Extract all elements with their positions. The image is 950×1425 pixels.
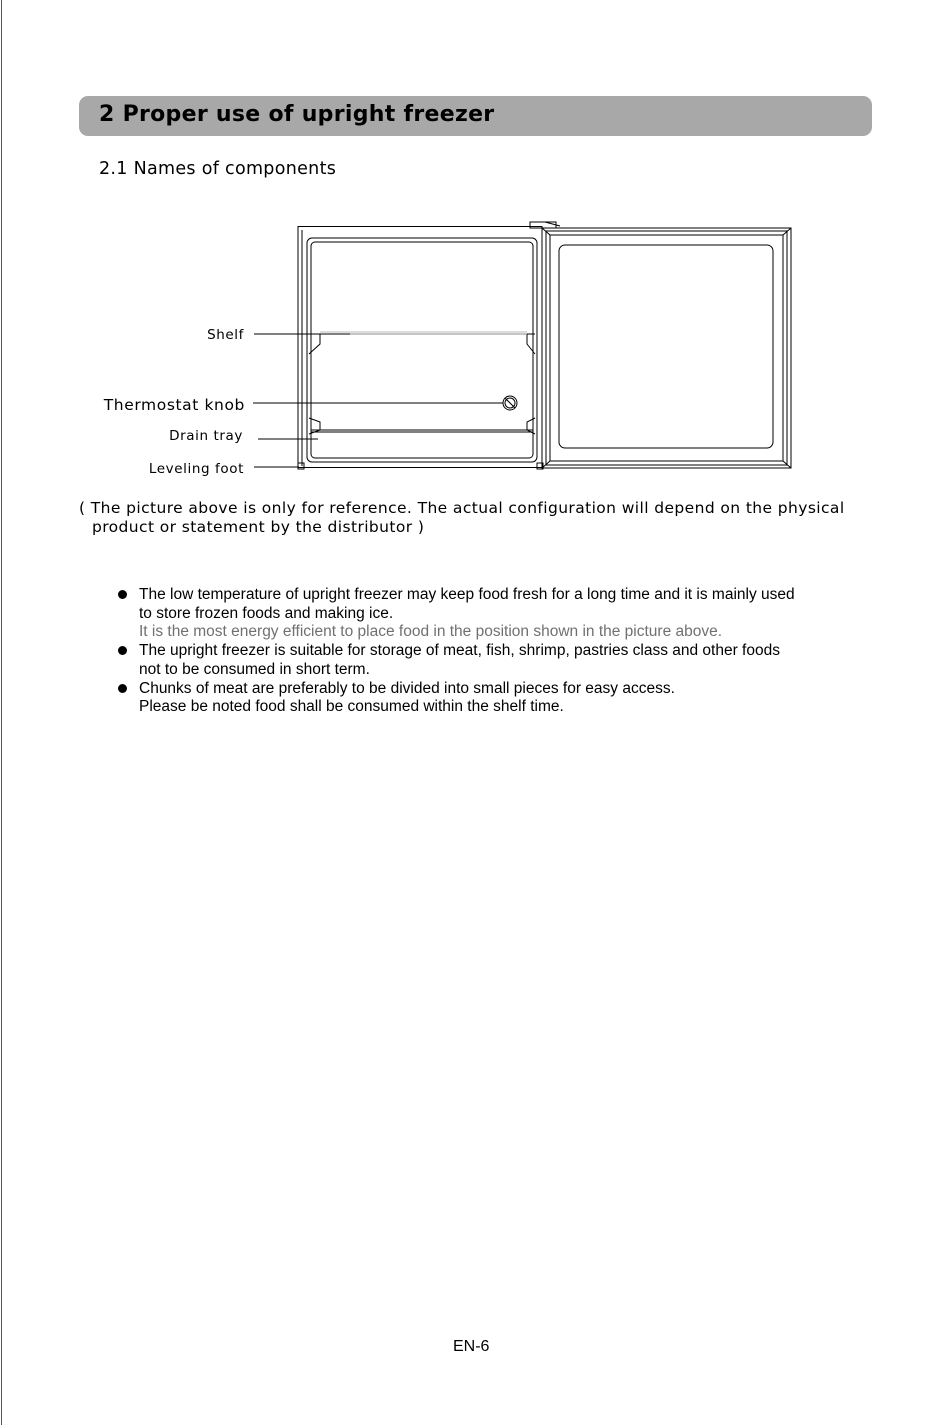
freezer-diagram: [0, 0, 950, 500]
leveling-foot-label: Leveling foot: [148, 461, 244, 477]
shelf-mark: [309, 332, 535, 354]
leveling-foot-left: [298, 463, 304, 469]
door-outline: [542, 228, 791, 468]
leveling-foot-right: [537, 463, 543, 469]
bullet-dot-icon: [118, 684, 127, 693]
thermostat-knob-mark: [503, 396, 517, 410]
bullet-dot-icon: [118, 590, 127, 599]
subsection-title: 2.1 Names of components: [99, 159, 337, 179]
drain-tray-mark: [309, 418, 535, 434]
section-header-bar: [79, 96, 872, 136]
cabinet-inner-liner: [307, 238, 537, 462]
bullet-text: Chunks of meat are preferably to be divided into small pieces for easy access.: [139, 679, 675, 697]
reference-note-line-2: product or statement by the distributor ): [92, 518, 425, 536]
bullet-dot-icon: [118, 646, 127, 655]
shelf-label: Shelf: [207, 327, 244, 343]
bullet-item: [118, 680, 878, 717]
thermostat-knob-label: Thermostat knob: [103, 396, 245, 414]
reference-note-line-1: ( The picture above is only for reference. The actual configuration will depend on the physical: [79, 499, 845, 517]
bullet-text: The low temperature of upright freezer may keep food fresh for a long time and it is mainly used: [139, 586, 795, 603]
section-title: 2 Proper use of upright freezer: [99, 102, 495, 127]
bullet-item: [118, 642, 878, 679]
bullet-text: to store frozen foods and making ice.: [139, 604, 394, 622]
binding-edge-line: [1, 0, 2, 1425]
page-number: EN-6: [453, 1338, 490, 1355]
top-hinge: [530, 222, 556, 228]
drain-tray-label: Drain tray: [169, 428, 243, 444]
bullet-text: not to be consumed in short term.: [139, 660, 370, 678]
bullet-text: Please be noted food shall be consumed within the shelf time.: [139, 698, 564, 716]
reference-note: [79, 499, 879, 537]
bullet-gray-note: It is the most energy efficient to place food in the position shown in the picture above.: [139, 623, 723, 641]
door-inner-panel: [559, 245, 773, 448]
cabinet-outline: [298, 227, 542, 468]
bullet-item: [118, 586, 878, 642]
usage-bullet-list: [118, 586, 878, 717]
bullet-text: The upright freezer is suitable for storage of meat, fish, shrimp, pastries class and other foods: [139, 642, 780, 660]
